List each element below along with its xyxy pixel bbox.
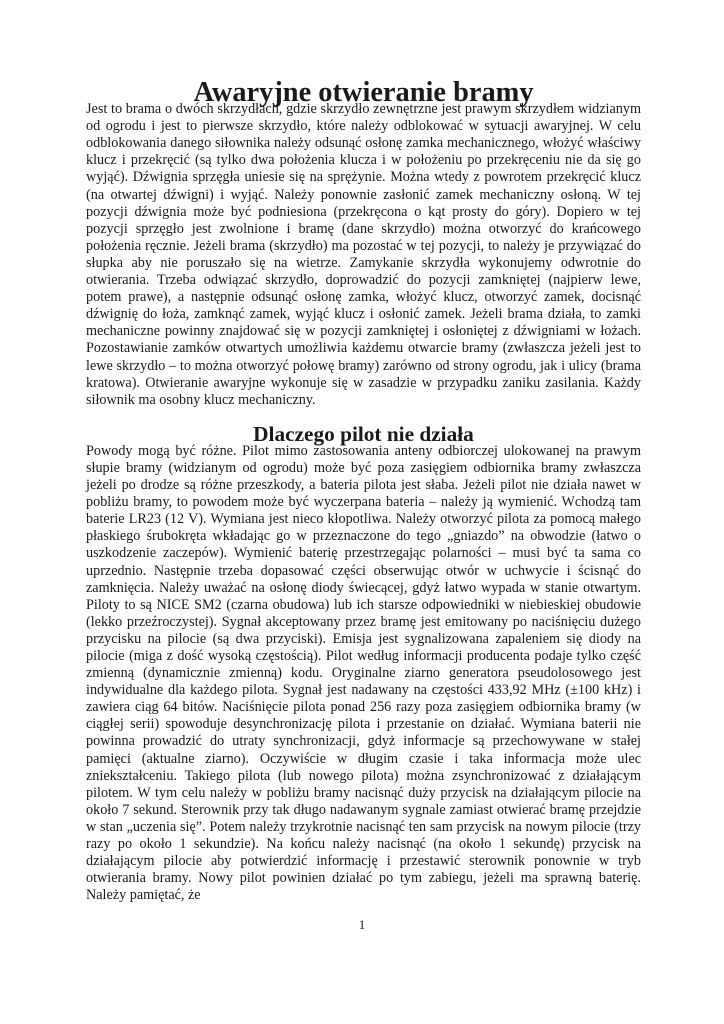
page-number: 1 — [358, 917, 366, 932]
section-body-emergency-opening: Jest to brama o dwóch skrzydłach, gdzie skrzydło zewnętrzne jest prawym skrzydłem widzianym od ogrodu i jest to pierwsze skrzydło, które należy odblokować w sytuacji awaryjnej. W celu odblokowania danego siłownika należy odsunąć osłonę zamka mechanicznego, włożyć właściwy klucz i przekręcić (są tylko dwa położenia klucza i w położeniu po przekręceniu nie da się go wyjąć). Dźwignia sprzęgła uniesie się na sprężynie. Można wtedy z powrotem przekręcić klucz (na otwartej dźwigni) i wyjąć. Należy ponownie zasłonić zamek mechaniczny osłoną. W tej pozycji dźwignia może być podniesiona (przekręcona o kąt prosty do góry). Dopiero w tej pozycji sprzęgło jest zwolnione i bramę (dane skrzydło) można otworzyć do krańcowego położenia ręcznie. Jeżeli brama (skrzydło) ma pozostać w tej pozycji, to należy je przywiązać do słupka aby nie poruszało się na wietrze. Zamykanie skrzydła wykonujemy odwrotnie do otwierania. Trzeba odwiązać skrzydło, doprowadzić do pozycji zamkniętej (najpierw lewe, potem prawe), a następnie odsunąć osłonę zamka, włożyć klucz, otworzyć zamek, docisnąć dźwignię do łoża, zamknąć zamek, wyjąć klucz i osłonić zamek. Jeżeli brama działa, to zamki mechaniczne powinny znajdować się w pozycji zamkniętej i osłoniętej z dźwigniami w łożach. Pozostawianie zamków otwartych umożliwia każdemu otwarcie bramy (zwłaszcza jeżeli jest to lewe skrzydło – to można otworzyć połowę bramy) zarówno od strony ogrodu, jak i ulicy (brama kratowa). Otwieranie awaryjne wykonuje się w zasadzie w przypadku zaniku zasilania. Każdy siłownik ma osobny klucz mechaniczny. — [86, 101, 641, 408]
section-title-emergency-opening: Awaryjne otwieranie bramy — [193, 77, 534, 108]
document-page — [86, 77, 641, 904]
section-body-remote-not-working: Powody mogą być różne. Pilot mimo zastosowania anteny odbiorczej ulokowanej na prawym słupie bramy (widzianym od ogrodu) może być poza zasięgiem odbiornika bramy zwłaszcza jeżeli po drodze są różne przeszkody, a bateria pilota jest słaba. Jeżeli pilot nie działa nawet w pobliżu bramy, to powodem może być wyczerpana bateria – należy ją wymienić. Wchodzą tam baterie LR23 (12 V). Wymiana jest nieco kłopotliwa. Należy otworzyć pilota za pomocą małego płaskiego śrubokręta wkładając go w przeznaczone do tego „gniazdo” na obwodzie (łatwo o uszkodzenie zaczepów). Wymienić baterię przestrzegając polarności – musi być ta sama co uprzednio. Następnie trzeba dopasować części obserwując otwór w uchwycie i ścisnąć do zamknięcia. Należy uważać na osłonę diody świecącej, gdyż łatwo wypada w stanie otwartym. Piloty to są NICE SM2 (czarna obudowa) lub ich starsze odpowiedniki w niebieskiej obudowie (lekko przeźroczystej). Sygnał akceptowany przez bramę jest emitowany po naciśnięciu dużego przycisku na pilocie (są dwa przyciski). Emisja jest sygnalizowana zapaleniem się diody na pilocie (miga z dość wysoką częstością). Pilot według informacji producenta podaje tylko część zmienną (dynamicznie zmienną) kodu. Oryginalne ziarno generatora pseudolosowego jest indywidualne dla każdego pilota. Sygnał jest nadawany na częstości 433,92 MHz (±100 kHz) i zawiera ciąg 64 bitów. Naciśnięcie pilota ponad 256 razy poza zasięgiem odbiornika bramy (w ciągłej serii) spowoduje desynchronizację pilota i przestanie on działać. Wymiana baterii nie powinna prowadzić do utraty synchronizacji, gdyż informacje są przechowywane w stałej pamięci (aktualne ziarno). Oczywiście w długim czasie i taka informacja może ulec zniekształceniu. Takiego pilota (lub nowego pilota) można zsynchronizować z działającym pilotem. W tym celu należy w pobliżu bramy nacisnąć duży przycisk na działającym pilocie na około 7 sekund. Sterownik przy tak długo nadawanym sygnale zamiast otwierać bramę przejdzie w stan „uczenia się”. Potem należy trzykrotnie nacisnąć ten sam przycisk na nowym pilocie (trzy razy po około 1 sekundzie). Na końcu należy nacisnąć (na około 1 sekundę) przycisk na działającym pilocie aby potwierdzić informację i przestawić sterownik ponownie w tryb otwierania bramy. Nowy pilot powinien działać po tym zabiegu, jeżeli ma sprawną baterię. Należy pamiętać, że — [86, 442, 641, 904]
section-title-remote-not-working: Dlaczego pilot nie działa — [253, 421, 474, 446]
